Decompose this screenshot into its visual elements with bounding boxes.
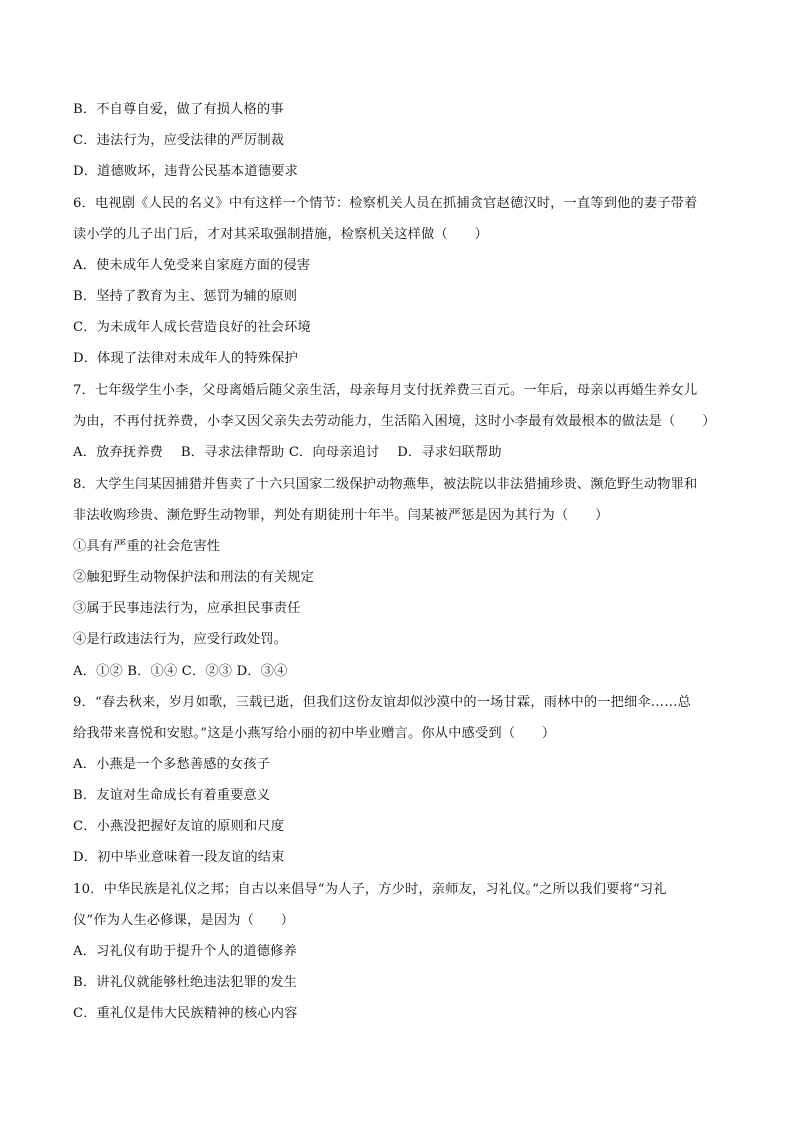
question-10-line-1: 10．中华民族是礼仪之邦；自古以来倡导“为人子，方少时，亲师友，习礼仪。”之所以我们要将“习礼 xyxy=(73,882,667,897)
question-9-line-2: 给我带来喜悦和安慰。”这是小燕写给小丽的初中毕业赠言。你从中感受到（ ） xyxy=(73,726,556,741)
option-6b: B．坚持了教育为主、惩罚为辅的原则 xyxy=(73,289,298,304)
option-9a: A．小燕是一个多愁善感的女孩子 xyxy=(73,757,271,772)
option-9d: D．初中毕业意味着一段友谊的结束 xyxy=(73,850,285,865)
options-8: A．①② B．①④ C．②③ D．③④ xyxy=(73,664,288,679)
statement-8-2: ②触犯野生动物保护法和刑法的有关规定 xyxy=(73,570,314,585)
options-7: A．放弃抚养费 B．寻求法律帮助 C．向母亲追讨 D．寻求妇联帮助 xyxy=(73,445,502,460)
option-6d: D．体现了法律对未成年人的特殊保护 xyxy=(73,351,298,366)
question-8-line-1: 8．大学生闫某因捕猎并售卖了十六只国家二级保护动物燕隼，被法院以非法猎捕珍贵、濒危野生动物罪和 xyxy=(73,477,698,492)
question-7-line-1: 7．七年级学生小李，父母离婚后随父亲生活，母亲每月支付抚养费三百元。一年后，母亲以再婚生养女儿 xyxy=(73,383,698,398)
statement-8-4: ④是行政违法行为，应受行政处罚。 xyxy=(73,632,288,647)
option-10c: C．重礼仪是伟大民族精神的核心内容 xyxy=(73,1006,298,1021)
statement-8-1: ①具有严重的社会危害性 xyxy=(73,539,221,554)
option-9b: B．友谊对生命成长有着重要意义 xyxy=(73,788,271,803)
question-9-line-1: 9．“春去秋来，岁月如歌，三载已逝，但我们这份友谊却似沙漠中的一场甘霖，雨林中的一把细伞……总 xyxy=(73,695,691,710)
question-6-line-2: 读小学的儿子出门后，才对其采取强制措施，检察机关这样做（ ） xyxy=(73,227,489,242)
question-8-line-2: 非法收购珍贵、濒危野生动物罪，判处有期徒刑十年半。闫某被严惩是因为其行为（ ） xyxy=(73,508,609,523)
option-6a: A．使未成年人免受来自家庭方面的侵害 xyxy=(73,258,311,273)
option-10a: A．习礼仪有助于提升个人的道德修养 xyxy=(73,944,297,959)
question-6-line-1: 6．电视剧《人民的名义》中有这样一个情节：检察机关人员在抓捕贪官赵德汉时，一直等到他的妻子带着 xyxy=(73,196,698,211)
option-5c: C．违法行为，应受法律的严厉制裁 xyxy=(73,133,285,148)
option-9c: C．小燕没把握好友谊的原则和尺度 xyxy=(73,819,285,834)
question-10-line-2: 仪”作为人生必修课，是因为（ ） xyxy=(73,913,295,928)
option-10b: B．讲礼仪就能够杜绝违法犯罪的发生 xyxy=(73,975,298,990)
question-7-line-2: 为由，不再付抚养费，小李又因父亲失去劳动能力，生活陷入困境，这时小李最有效最根本的做法是（ ） xyxy=(73,414,716,429)
option-6c: C．为未成年人成长营造良好的社会环境 xyxy=(73,320,311,335)
statement-8-3: ③属于民事违法行为，应承担民事责任 xyxy=(73,601,301,616)
option-5d: D．道德败坏，违背公民基本道德要求 xyxy=(73,164,298,179)
option-5b: B．不自尊自爱，做了有损人格的事 xyxy=(73,102,284,117)
